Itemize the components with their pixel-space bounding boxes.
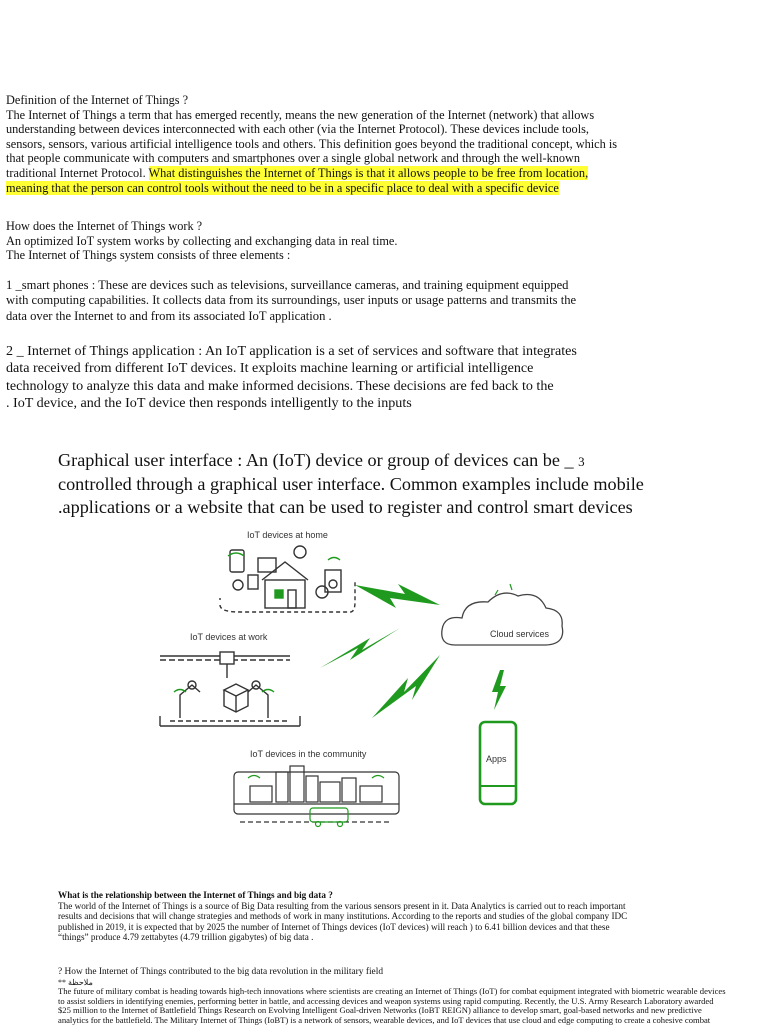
wifi-icon: [372, 776, 384, 779]
gui-line-text: Graphical user interface : An (IoT) device or group of devices can be _: [58, 450, 579, 470]
paragraph-line: .applications or a website that can be used to register and control smart devices: [58, 496, 633, 517]
label-cloud: Cloud services: [490, 629, 550, 639]
paragraph-line: analytics for the battlefield. The Military Internet of Things (IoBT) is a network of sensors, wearable devices, and IoT devices that use cloud and edge computing to create a cohesive combat: [58, 1014, 711, 1025]
bus-icon: [310, 808, 348, 822]
big-data-heading: What is the relationship between the Internet of Things and big data ?: [58, 890, 333, 900]
big-data-section: [58, 890, 738, 943]
paragraph-line: controlled through a graphical user interface. Common examples include mobile: [58, 474, 644, 495]
building-icon: [360, 786, 382, 802]
highlighted-text: meaning that the person can control tools without the need to be in a specific place to deal with a specific device: [6, 180, 559, 195]
definition-line: that people communicate with computers and smartphones over a single global network and through the well-known: [6, 151, 581, 166]
how-it-works-line: The Internet of Things system consists of three elements :: [6, 248, 291, 263]
element-iot-application: [6, 343, 696, 413]
lightning-bolt-icon: [355, 584, 440, 608]
how-it-works-heading: How does the Internet of Things work ?: [6, 219, 203, 233]
definition-line: understanding between devices interconnected with each other (via the Internet Protocol). These devices include tools,: [6, 122, 589, 137]
house-icon: [265, 580, 305, 608]
building-icon: [306, 776, 318, 802]
paragraph-line: The world of the Internet of Things is a source of Big Data resulting from the various sensors present in it. Data Analytics is carried out to reach important: [58, 900, 626, 911]
definition-plain-text: traditional Internet Protocol.: [6, 165, 149, 180]
how-it-works-line: An optimized IoT system works by collecting and exchanging data in real time.: [6, 233, 398, 248]
crane-head-icon: [220, 652, 234, 664]
wifi-icon: [248, 776, 260, 779]
lightning-bolt-icon: [372, 655, 440, 718]
paragraph-line: “things” produce 4.79 zettabytes (4.79 trillion gigabytes) of big data .: [58, 932, 314, 943]
home-devices-illustration: [220, 546, 355, 612]
label-apps: Apps: [486, 754, 507, 764]
wifi-icon: [328, 558, 340, 561]
paragraph-line: 2 _ Internet of Things application : An IoT application is a set of services and software that integrates: [6, 343, 577, 359]
paragraph-line: 1 _smart phones : These are devices such as televisions, surveillance cameras, and training equipment equipped: [6, 278, 569, 292]
paragraph-line: to assist soldiers in identifying enemies, performing better in battle, and accessing devices and weapon systems using rapid computing. Recently, the U.S. Army Research Laboratory awarded: [58, 995, 714, 1006]
military-heading: ? How the Internet of Things contributed to the big data revolution in the military field: [58, 967, 384, 977]
military-note: ** ملاحظة: [58, 978, 93, 987]
paragraph-line: technology to analyze this data and make informed decisions. These decisions are fed back to the: [6, 377, 554, 394]
house-roof-icon: [262, 562, 308, 580]
paragraph-line: [58, 449, 728, 473]
highlighted-text: What distinguishes the Internet of Things is that it allows people to be free from location,: [148, 165, 589, 180]
lightning-bolt-icon: [492, 670, 506, 710]
iot-diagram: [150, 520, 570, 850]
paragraph-line: . IoT device, and the IoT device then responds intelligently to the inputs: [6, 395, 412, 412]
label-community: IoT devices in the community: [250, 749, 367, 759]
package-box-icon: [224, 684, 248, 696]
paragraph-line: data over the Internet to and from its associated IoT application .: [6, 308, 332, 323]
paragraph-line: published in 2019, it is expected that by 2025 the number of Internet of Things devices (IoT devices) will reach ) to 6.41 billion devices and that these: [58, 921, 610, 932]
how-it-works-section: [6, 219, 666, 263]
definition-line: sensors, sensors, various artificial intelligence tools and others. This definition goes beyond the traditional concept, which is: [6, 136, 618, 151]
element-smart-phones: [6, 278, 666, 324]
lightning-bolt-icon: [320, 628, 400, 668]
building-icon: [250, 786, 272, 802]
label-home: IoT devices at home: [247, 530, 328, 540]
paragraph-line: results and decisions that will change strategies and methods of work in many institutions. According to the reports and studies of the global company IDC: [58, 911, 628, 922]
monitor-icon: [258, 558, 276, 572]
definition-line: The Internet of Things a term that has emerged recently, means the new generation of the Internet (network) that allows: [6, 107, 595, 122]
community-illustration: [234, 766, 399, 827]
definition-heading: Definition of the Internet of Things ?: [6, 93, 189, 107]
building-icon: [320, 782, 340, 802]
speaker-cone-icon: [329, 580, 337, 588]
work-devices-illustration: [160, 652, 300, 726]
paragraph-line: $25 million to the Internet of Battlefield Things Research on Evolving Intelligent Goal-driven Networks (IoBT REIGN) alliance to develop smart, goal-based networks and new predictive: [58, 1005, 702, 1016]
definition-line-highlight: [6, 181, 666, 196]
house-window-icon: [275, 590, 283, 598]
paragraph-line: The future of military combat is heading towards high-tech innovations where scientists are creating an Internet of Things (IoT) for combat equipment integrated with biometric wearable devices: [58, 986, 726, 996]
paragraph-line: data received from different IoT devices. It exploits machine learning or artificial intelligence: [6, 360, 534, 377]
element-gui: [58, 449, 728, 518]
clock-icon: [233, 580, 243, 590]
building-icon: [342, 778, 356, 802]
definition-line-last: [6, 166, 666, 181]
camera-icon: [294, 546, 306, 558]
gui-item-number: 3: [578, 454, 585, 469]
definition-section: [6, 93, 666, 195]
building-icon: [276, 772, 288, 802]
tablet-icon: [248, 575, 258, 589]
house-door-icon: [288, 590, 296, 608]
paragraph-line: with computing capabilities. It collects data from its surroundings, user inputs or usage patterns and transmits the: [6, 293, 577, 308]
military-section: [58, 966, 738, 1025]
label-work: IoT devices at work: [190, 632, 268, 642]
